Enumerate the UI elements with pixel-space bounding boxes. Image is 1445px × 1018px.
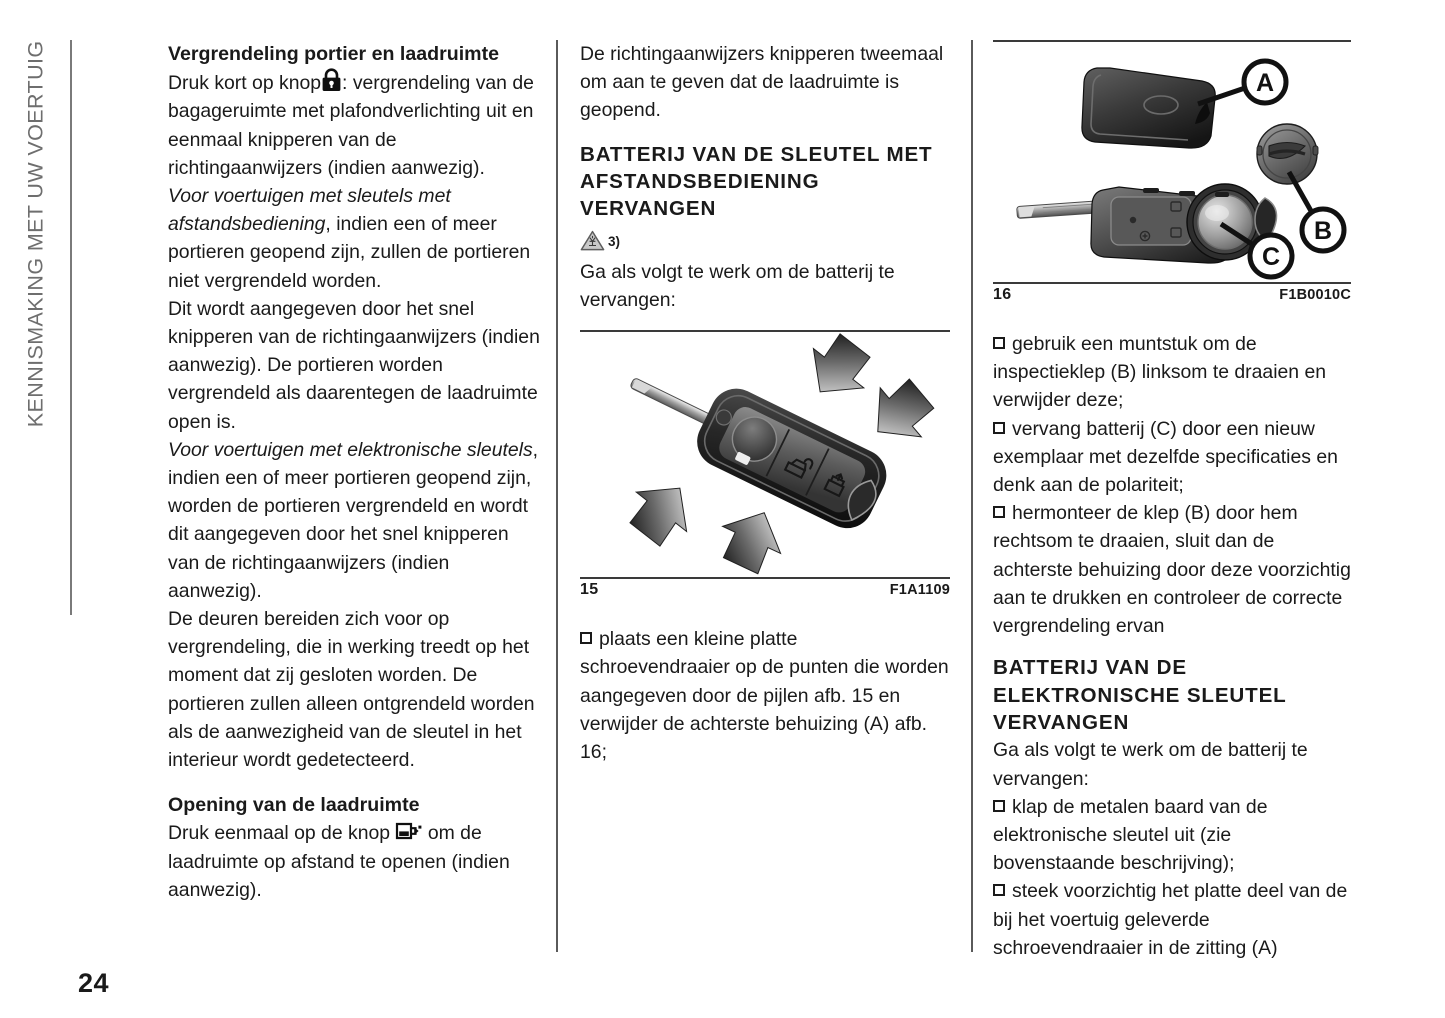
- warning-footnote-row: [580, 230, 950, 252]
- paragraph-druk-eenmaal-part-b: om de laadruimte op afstand te openen (indien aanwezig).: [168, 822, 510, 901]
- paragraph-druk-kort-part-a: Druk kort op knop: [168, 72, 322, 95]
- paragraph-de-deuren: De deuren bereiden zich voor op vergrendeling, die in werking treedt op het moment dat zij gesloten worden. De portieren zullen alleen ontgrendeld worden als de aanwezigheid van de sleutel in het interieur wordt gedetecteerd.: [168, 608, 535, 772]
- figure-15: [580, 330, 950, 599]
- section-tab: [0, 40, 72, 615]
- bullet-gebruik-muntstuk-text: gebruik een muntstuk om de inspectieklep (B) linksom te draaien en verwijder deze;: [993, 333, 1327, 412]
- paragraph-elektronische-rest: , indien een of meer portieren geopend zijn, worden de portieren vergrendeld en wordt dit aangegeven door het snel knipperen van de richtingaanwijzers (indien aanwezig).: [168, 438, 539, 602]
- heading-batterij-elektronische: BATTERIJ VAN DE ELEKTRONISCHE SLEUTEL VERVANGEN: [993, 656, 1287, 735]
- bullet-square-icon: [993, 800, 1005, 812]
- section-tab-label: KENNISMAKING MET UW VOERTUIG: [23, 40, 47, 428]
- bullet-hermonteer-klep: [993, 499, 1351, 640]
- paragraph-sleutels-rest: , indien een of meer portieren geopend zijn, zullen de portieren niet vergrendeld worden.: [168, 213, 531, 292]
- figure-15-caption: [580, 579, 950, 599]
- page-number: 24: [78, 968, 110, 998]
- key-disassembly-illustration: [993, 42, 1351, 282]
- heading-batterij-afstandsbediening: BATTERIJ VAN DE SLEUTEL MET AFSTANDSBEDIENING VERVANGEN: [580, 142, 933, 221]
- column-divider-2: [971, 40, 973, 952]
- figure-16-code: F1B0010C: [1279, 287, 1351, 303]
- column-divider-1: [556, 40, 558, 952]
- paragraph-druk-eenmaal-part-a: Druk eenmaal op de knop: [168, 822, 391, 845]
- lock-icon: [321, 68, 342, 92]
- warning-triangle-icon: [580, 230, 605, 251]
- paragraph-elektronische-sleutels: [168, 436, 545, 605]
- bullet-square-icon: [993, 422, 1005, 434]
- boot-open-icon: [395, 821, 422, 841]
- bullet-klap-metalen-baard: [993, 793, 1351, 878]
- remote-key-arrows-illustration: [580, 332, 950, 577]
- bullet-hermonteer-klep-text: hermonteer de klep (B) door hem rechtsom te draaien, sluit dan de achterste behuizing door deze voorzichtig aan te drukken en controleer de correcte vergrendeling ervan: [993, 502, 1351, 638]
- figure-15-number: 15: [580, 581, 599, 599]
- svg-text:B: B: [1313, 217, 1333, 245]
- bullet-klap-metalen-baard-text: klap de metalen baard van de elektronische sleutel uit (zie bovenstaande beschrijving);: [993, 795, 1268, 875]
- bullet-vervang-batterij-text: vervang batterij (C) door een nieuw exemplaar met dezelfde specificaties en denk aan de polariteit;: [993, 417, 1338, 497]
- bullet-square-icon: [993, 884, 1005, 896]
- paragraph-druk-kort: [168, 68, 545, 182]
- column-one: [168, 40, 545, 904]
- column-three: [993, 40, 1351, 962]
- footnote-reference: 3): [608, 233, 621, 249]
- paragraph-ga-als-volgt-2: Ga als volgt te werk om de batterij te vervangen:: [580, 260, 895, 312]
- bullet-steek-voorzichtig: [993, 877, 1351, 962]
- svg-text:A: A: [1255, 69, 1275, 97]
- bullet-steek-voorzichtig-text: steek voorzichtig het platte deel van de bij het voertuig geleverde schroevendraaier in de zitting (A): [993, 880, 1348, 959]
- paragraph-sleutels-italic: Voor voertuigen met sleutels met afstandsbediening: [168, 185, 451, 236]
- figure-16-callout-a: [1244, 61, 1286, 103]
- paragraph-sleutels-afstandsbediening: [168, 182, 545, 295]
- bullet-gebruik-muntstuk: [993, 330, 1351, 415]
- paragraph-druk-eenmaal: [168, 819, 545, 904]
- figure-15-code: F1A1109: [889, 582, 950, 599]
- figure-16: [993, 40, 1351, 304]
- paragraph-richtingaanwijzers: De richtingaanwijzers knipperen tweemaal om aan te geven dat de laadruimte is geopend.: [580, 43, 944, 122]
- bullet-vervang-batterij: [993, 415, 1351, 500]
- bullet-square-icon: [580, 632, 592, 644]
- heading-opening-laadruimte: Opening van de laadruimte: [168, 794, 420, 817]
- figure-16-number: 16: [993, 286, 1012, 303]
- paragraph-druk-kort-part-b: : vergrendeling van de bagageruimte met plafondverlichting uit en eenmaal knipperen van de richtingaanwijzers (indien aanwezig).: [168, 72, 534, 179]
- bullet-square-icon: [993, 506, 1005, 518]
- paragraph-ga-als-volgt-3: Ga als volgt te werk om de batterij te vervangen:: [993, 739, 1308, 790]
- section-tab-rule: [70, 40, 72, 615]
- bullet-plaats-schroevendraaier-text: plaats een kleine platte schroevendraaier op de punten die worden aangegeven door de pijlen afb. 15 en verwijder de achterste behuizing (A) afb. 16;: [580, 628, 949, 764]
- figure-16-callout-c: [1250, 235, 1292, 277]
- svg-text:C: C: [1261, 243, 1281, 271]
- column-two: [580, 40, 950, 766]
- figure-16-callout-b: [1302, 209, 1344, 251]
- paragraph-dit-wordt: Dit wordt aangegeven door het snel knipperen van de richtingaanwijzers (indien aanwezig). De portieren worden vergrendeld als daarentegen de laadruimte open is.: [168, 297, 540, 433]
- paragraph-elektronische-italic: Voor voertuigen met elektronische sleutels: [168, 438, 533, 461]
- figure-16-caption: [993, 284, 1351, 304]
- heading-vergrendeling: Vergrendeling portier en laadruimte: [168, 43, 499, 65]
- bullet-square-icon: [993, 337, 1005, 349]
- bullet-plaats-schroevendraaier: [580, 625, 950, 766]
